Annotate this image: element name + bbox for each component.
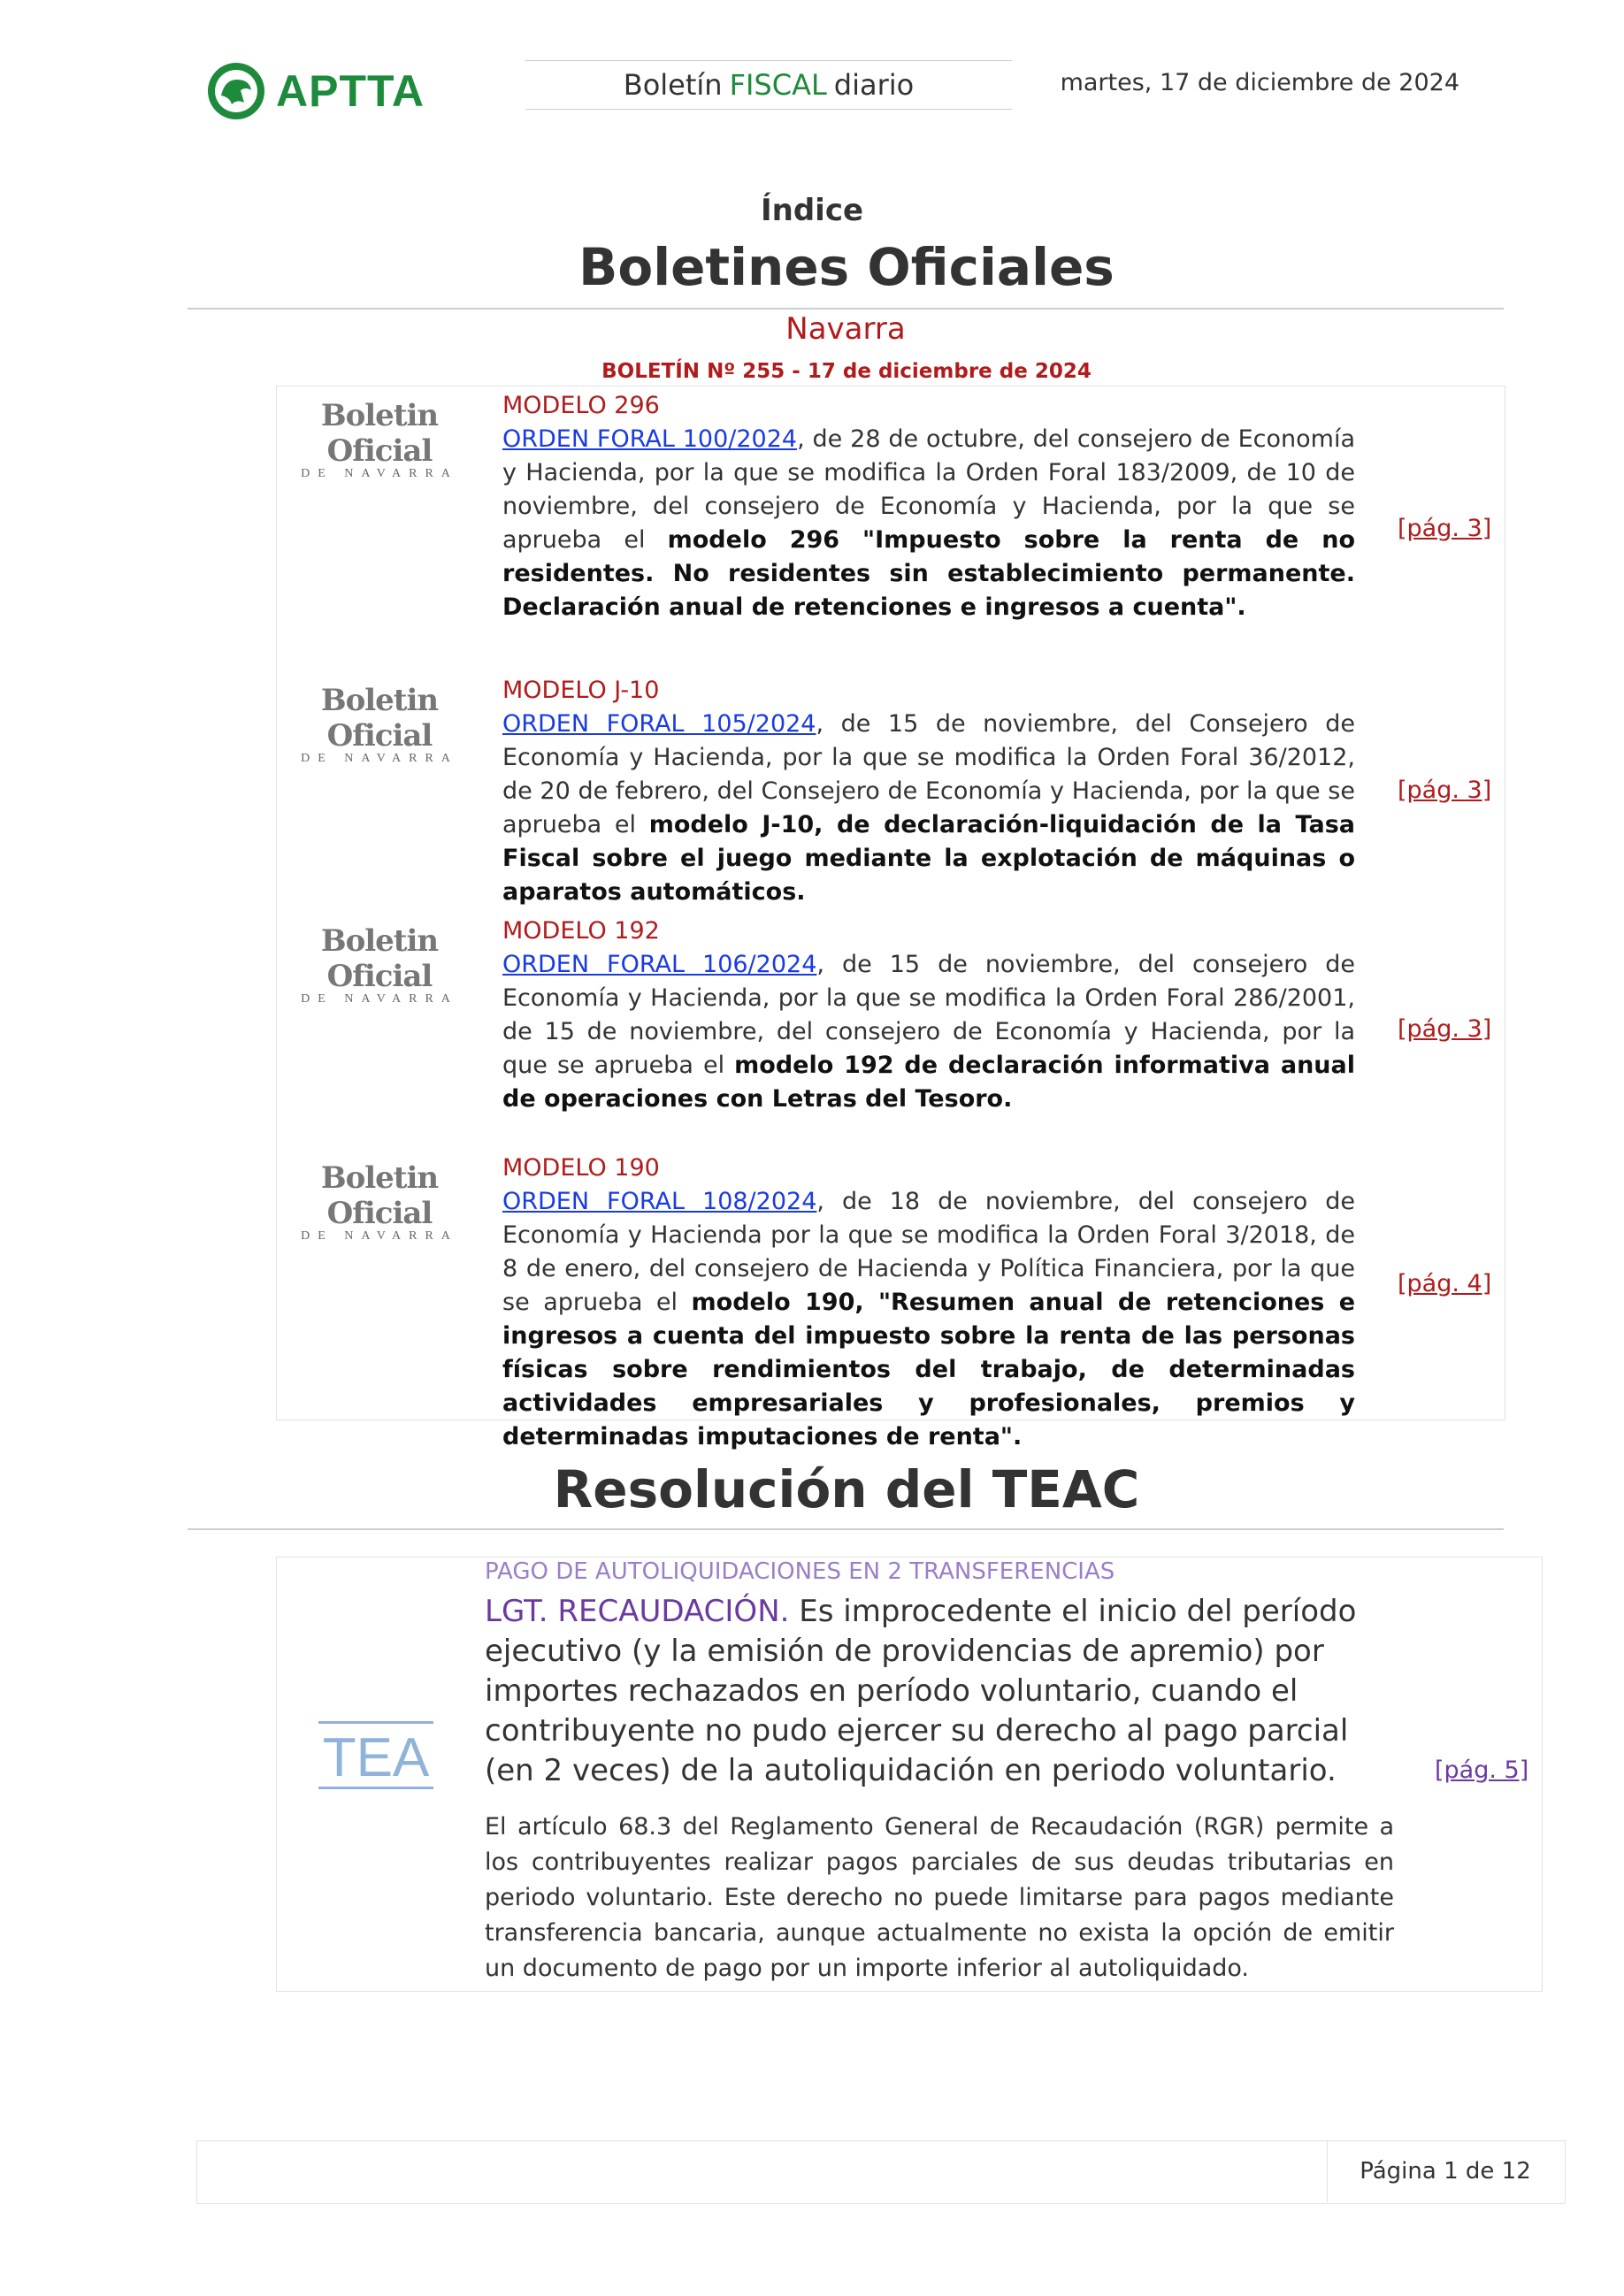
page-link[interactable]: [pág. 4] [1398, 1270, 1492, 1297]
bon-logo-line1: Boletin Oficial [320, 923, 439, 994]
bon-logo-line1: Boletin Oficial [320, 398, 439, 469]
bon-logo [295, 398, 463, 481]
entry-modelo: MODELO 296 [502, 392, 660, 419]
entry-bold: modelo 296 "Impuesto sobre la renta de no residentes. No residentes sin establecimiento permanente. Declaración anual de retenciones e ingresos a cuenta". [502, 526, 1355, 621]
bon-logo [295, 1160, 463, 1244]
page-link[interactable]: [pág. 5] [1435, 1756, 1529, 1784]
entry-modelo: MODELO 190 [502, 1154, 660, 1182]
aptta-logo [205, 60, 453, 122]
bulletin-label: BOLETÍN Nº 255 - 17 de diciembre de 2024 [601, 360, 1092, 383]
section-title-boletines: Boletines Oficiales [578, 237, 1115, 297]
entry-bold: modelo 192 de declaración informativa anual de operaciones con Letras del Tesoro. [502, 1052, 1355, 1113]
tea-logo-text: TEA [322, 1727, 430, 1788]
tea-logo [318, 1719, 433, 1790]
bon-logo-line2: DE NAVARRA [301, 752, 458, 765]
teac-headline-text: Es improcedente el inicio del período ejecutivo (y la emisión de providencias de apremio) por importes rechazados en período voluntario, cuando el contribuyente no pudo ejercer su derecho al pago parcial (en 2 veces) de la autoliquidación en periodo voluntario. [485, 1594, 1357, 1788]
title-pre: Boletín [623, 68, 723, 102]
teac-lgt: LGT. RECAUDACIÓN. [485, 1594, 790, 1629]
bon-logo [295, 683, 463, 766]
entry-text: , de 28 de octubre, del consejero de Economía y Hacienda, por la que se modifica la Orden Foral 183/2009, de 10 de noviembre, del consejero de Economía y Hacienda, por la que se aprueba el [502, 425, 1356, 554]
title-post: diario [833, 68, 915, 102]
page-number: Página 1 de 12 [1360, 2158, 1531, 2185]
entry-modelo-190 [502, 1152, 1355, 1454]
index-label: Índice [760, 193, 864, 228]
page-link[interactable]: [pág. 3] [1398, 1015, 1492, 1043]
entry-text: , de 15 de noviembre, del Consejero de Economía y Hacienda, por la que se modifica la Orden Foral 36/2012, de 20 de febrero, del Consejero de Economía y Hacienda, por la que se aprueba el [502, 710, 1355, 838]
teac-category: PAGO DE AUTOLIQUIDACIONES EN 2 TRANSFERENCIAS [485, 1558, 1115, 1585]
bon-logo [295, 923, 463, 1006]
bon-logo-line1: Boletin Oficial [320, 1160, 439, 1231]
section-rule [188, 1528, 1504, 1530]
header-date: martes, 17 de diciembre de 2024 [1060, 69, 1459, 96]
section-title-teac: Resolución del TEAC [553, 1459, 1140, 1519]
entry-text: , de 18 de noviembre, del consejero de Economía y Hacienda por la que se modifica la Orden Foral 3/2018, de 8 de enero, del consejero de Hacienda y Política Financiera, por la que se aprueba el [502, 1188, 1355, 1316]
orden-foral-link[interactable]: ORDEN FORAL 105/2024 [502, 710, 816, 738]
bull-icon [205, 60, 267, 122]
entry-modelo-j10 [502, 674, 1355, 909]
bon-logo-line2: DE NAVARRA [301, 992, 458, 1006]
entry-text: , de 15 de noviembre, del consejero de Economía y Hacienda, por la que se modifica la Orden Foral 286/2001, de 15 de noviembre, del consejero de Economía y Hacienda, por la que se aprueba el [502, 951, 1355, 1079]
entry-modelo-296 [502, 389, 1355, 624]
bon-logo-line1: Boletin Oficial [320, 683, 439, 754]
page-link[interactable]: [pág. 3] [1398, 777, 1492, 804]
title-fiscal: FISCAL [729, 68, 827, 102]
logo-text: APTTA [276, 66, 425, 116]
orden-foral-link[interactable]: ORDEN FORAL 100/2024 [502, 425, 798, 453]
page-link[interactable]: [pág. 3] [1398, 515, 1492, 542]
entry-modelo: MODELO J-10 [502, 677, 660, 704]
bon-logo-line2: DE NAVARRA [301, 1229, 458, 1243]
newsletter-title [525, 60, 1012, 110]
entry-bold: modelo J-10, de declaración-liquidación de la Tasa Fiscal sobre el juego mediante la explotación de máquinas o aparatos automáticos. [502, 811, 1355, 906]
entry-modelo: MODELO 192 [502, 917, 660, 945]
teac-body: El artículo 68.3 del Reglamento General de Recaudación (RGR) permite a los contribuyentes realizar pagos parciales de sus deudas tributarias en periodo voluntario. Este derecho no puede limitarse para pagos mediante transferencia bancaria, aunque actualmente no exista la opción de emitir un documento de pago por un importe inferior al autoliquidado. [485, 1813, 1394, 1982]
orden-foral-link[interactable]: ORDEN FORAL 106/2024 [502, 951, 817, 978]
section-rule [188, 308, 1504, 310]
region-label: Navarra [785, 311, 906, 347]
entry-modelo-192 [502, 915, 1355, 1116]
teac-headline [485, 1592, 1396, 1791]
bon-logo-line2: DE NAVARRA [301, 467, 458, 480]
orden-foral-link[interactable]: ORDEN FORAL 108/2024 [502, 1188, 817, 1215]
entry-bold: modelo 190, "Resumen anual de retenciones e ingresos a cuenta del impuesto sobre la renta de las personas físicas sobre rendimientos del trabajo, de determinadas actividades empresariales y profesionales, premios y determinadas imputaciones de renta". [502, 1289, 1356, 1450]
